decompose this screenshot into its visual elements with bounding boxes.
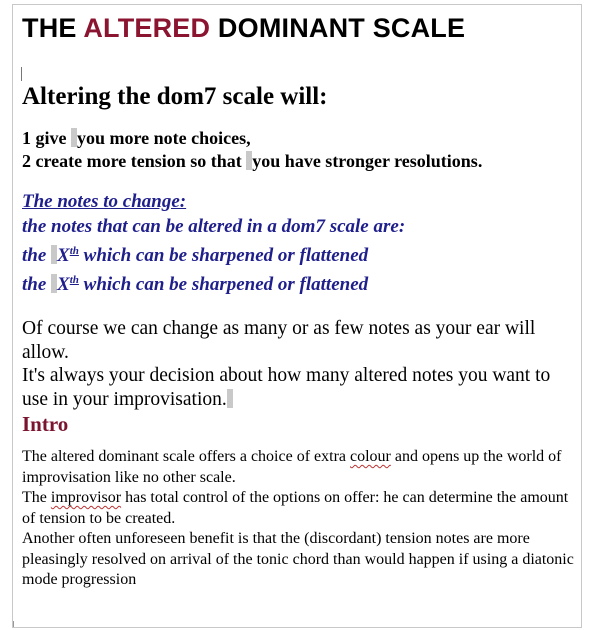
title-part-1: THE: [22, 13, 84, 43]
intro-sentence-1: The altered dominant scale offers a choice of extra colour and opens up the world of improvisation like no other scale.: [22, 448, 562, 486]
empty-line: [22, 45, 577, 81]
text-cursor: [21, 67, 22, 81]
page-title: [22, 11, 577, 45]
paragraph-line-2: It's always your decision about how many altered notes you want to use in your improvisation.: [22, 365, 551, 410]
notes-title: The notes to change:: [22, 191, 187, 212]
title-accent-word: ALTERED: [83, 13, 211, 43]
intro-heading: Intro: [22, 412, 69, 436]
spellcheck-word[interactable]: improvisor: [50, 489, 122, 506]
selection-highlight: [227, 389, 233, 408]
body-paragraph: [22, 317, 577, 411]
document-content: [22, 11, 577, 591]
benefit-item-1: 1 give you more note choices,: [22, 128, 251, 148]
paragraph-line-1: Of course we can change as many or as few notes as your ear will allow.: [22, 318, 536, 363]
title-part-2: DOMINANT SCALE: [210, 13, 466, 43]
note-symbol: Xth: [57, 274, 79, 295]
intro-sentence-2: The improvisor has total control of the options on offer: he can determine the amount of tension to be created.: [22, 489, 569, 527]
section-heading: Altering the dom7 scale will:: [22, 83, 328, 110]
note-symbol: Xth: [57, 245, 79, 266]
benefit-list: [22, 127, 577, 173]
page-corner-mark: [13, 621, 26, 627]
notes-line-1: the Xth which can be sharpened or flattened: [22, 245, 369, 266]
benefit-item-2: 2 create more tension so that you have stronger resolutions.: [22, 151, 483, 171]
intro-sentence-3: Another often unforeseen benefit is that the (discordant) tension notes are more pleasingly resolved on arrival of the tonic chord than would happen if using a diatonic mode progression: [22, 530, 574, 588]
notes-line-2: the Xth which can be sharpened or flattened: [22, 274, 369, 295]
notes-section: [22, 189, 577, 297]
notes-intro: the notes that can be altered in a dom7 scale are:: [22, 216, 406, 237]
document-page[interactable]: [12, 4, 582, 628]
spellcheck-word[interactable]: colour: [350, 448, 391, 465]
intro-paragraph: [22, 447, 577, 591]
